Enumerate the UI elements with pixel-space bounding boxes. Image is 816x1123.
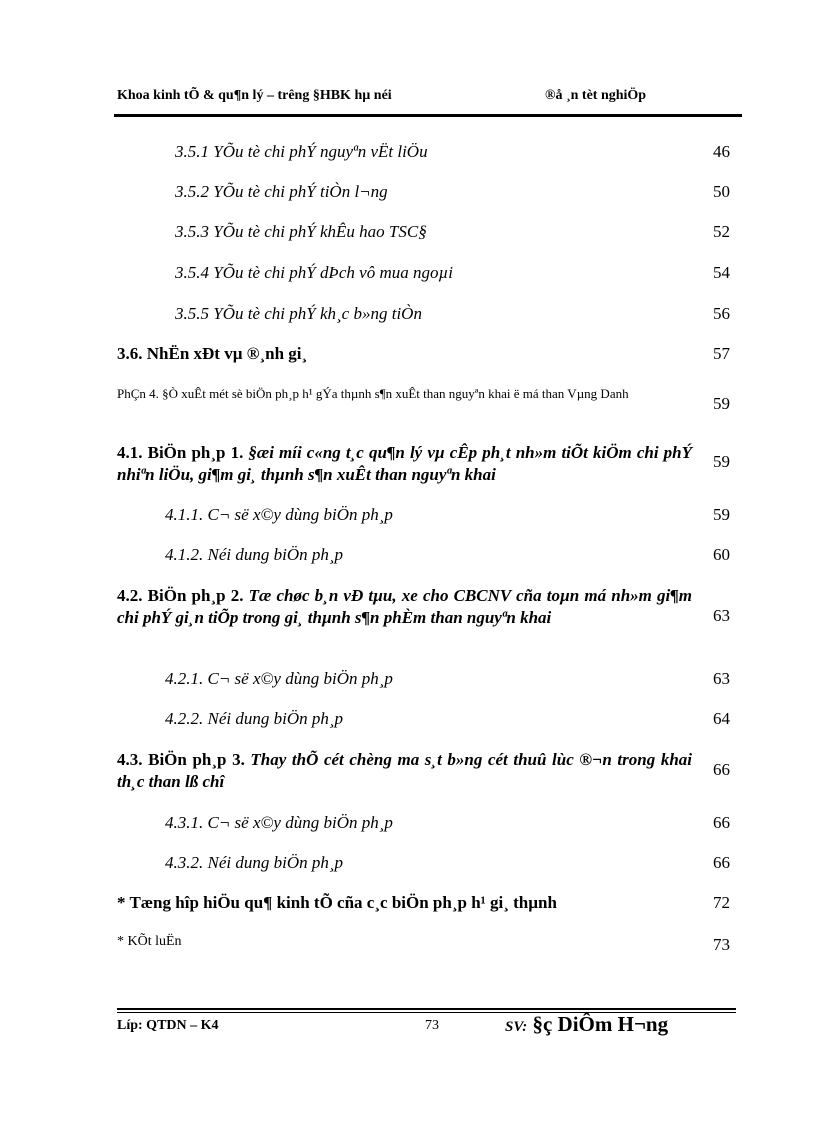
toc-entry-page: 66 [713,760,730,779]
header-right: ®å ¸n tèt nghiÖp [545,88,647,103]
toc-entry-page: 59 [713,505,730,524]
toc-entry-page: 46 [713,142,730,161]
toc-entry-lead: 4.2. BiÖn ph¸p 2. [117,586,244,605]
header-left: Khoa kinh tÕ & qu¶n lý – trêng §HBK hµ néi [117,88,392,103]
toc-entry-page: 66 [713,813,730,832]
toc-entry-title: 4.1.2. Néi dung biÖn ph¸p [165,545,344,564]
toc-entry-title: 3.5.1 YÕu tè chi phÝ nguyªn vËt liÖu [175,142,428,161]
toc-entry-page: 50 [713,182,730,201]
toc-entry-title: PhÇn 4. §Ò xuÊt mét sè biÖn ph¸p h¹ gÝa thµnh s¶n xuÊt than nguyªn khai ë má than Vµng Danh [117,386,629,401]
page-number: 73 [425,1018,439,1033]
toc-entry-title: 4.2.2. Néi dung biÖn ph¸p [165,709,344,728]
toc-entry-rest: Tæ chøc b¸n vÐ tµu, xe cho CBCNV cña toµn má nh»m gi¶m chi phÝ gi¸n tiÕp trong gi¸ thµnh s¶n phÈm than nguyªn khai [117,586,693,627]
toc-entry-page: 57 [713,344,730,363]
toc-entry-rest: Thay thÕ cét chèng ma s¸t b»ng cét thuû lùc ®¬n trong khai th¸c than lß chî [117,750,693,791]
toc-entry-title [117,585,692,629]
toc-entry-page: 63 [713,669,730,688]
toc-entry-title [117,749,692,793]
toc-entry-title: 4.3.1. C¬ së x©y dùng biÖn ph¸p [165,813,393,832]
footer-class: Líp: QTDN – K4 [117,1018,219,1033]
toc-entry-page: 63 [713,606,730,625]
toc-entry-page: 66 [713,853,730,872]
toc-entry-title: 3.6. NhËn xÐt vµ ®¸nh gi¸ [117,344,308,363]
toc-entry-page: 59 [713,394,730,413]
toc-entry-page: 60 [713,545,730,564]
footer-author [505,1012,668,1037]
toc-entry-title: 3.5.4 YÕu tè chi phÝ dÞch vô mua ngoµi [175,263,453,282]
header-rule [114,114,742,117]
toc-entry-title: 4.2.1. C¬ së x©y dùng biÖn ph¸p [165,669,393,688]
toc-entry-title: 3.5.2 YÕu tè chi phÝ tiÒn l¬ng [175,182,388,201]
toc-entry-rest: §æi míi c«ng t¸c qu¶n lý vµ cÊp ph¸t nh»m tiÕt kiÖm chi phÝ nhiªn liÖu, gi¶m gi¸ thµnh s¶n xuÊt than nguyªn khai [117,443,692,484]
toc-entry-page: 64 [713,709,730,728]
toc-entry-page: 56 [713,304,730,323]
toc-entry-title: * KÕt luËn [117,934,182,949]
toc-entry-title: 4.1.1. C¬ së x©y dùng biÖn ph¸p [165,505,393,524]
toc-entry-page: 73 [713,935,730,954]
toc-entry-page: 72 [713,893,730,912]
toc-entry-lead: 4.3. BiÖn ph¸p 3. [117,750,245,769]
footer-rule [117,1008,736,1010]
toc-entry-page: 54 [713,263,730,282]
footer-author-name: §ç DiÔm H¬ng [527,1012,669,1036]
toc-entry-page: 59 [713,452,730,471]
toc-entry-title: 3.5.5 YÕu tè chi phÝ kh¸c b»ng tiÒn [175,304,422,323]
toc-entry-page: 52 [713,222,730,241]
footer-sv-label: SV: [505,1019,528,1035]
toc-entry-title: 3.5.3 YÕu tè chi phÝ khÊu hao TSC§ [175,222,427,241]
toc-entry-title [117,442,692,486]
toc-entry-title: * Tæng hîp hiÖu qu¶ kinh tÕ cña c¸c biÖn ph¸p h¹ gi¸ thµnh [117,893,557,912]
toc-entry-lead: 4.1. BiÖn ph¸p 1. [117,443,244,462]
toc-entry-title: 4.3.2. Néi dung biÖn ph¸p [165,853,344,872]
